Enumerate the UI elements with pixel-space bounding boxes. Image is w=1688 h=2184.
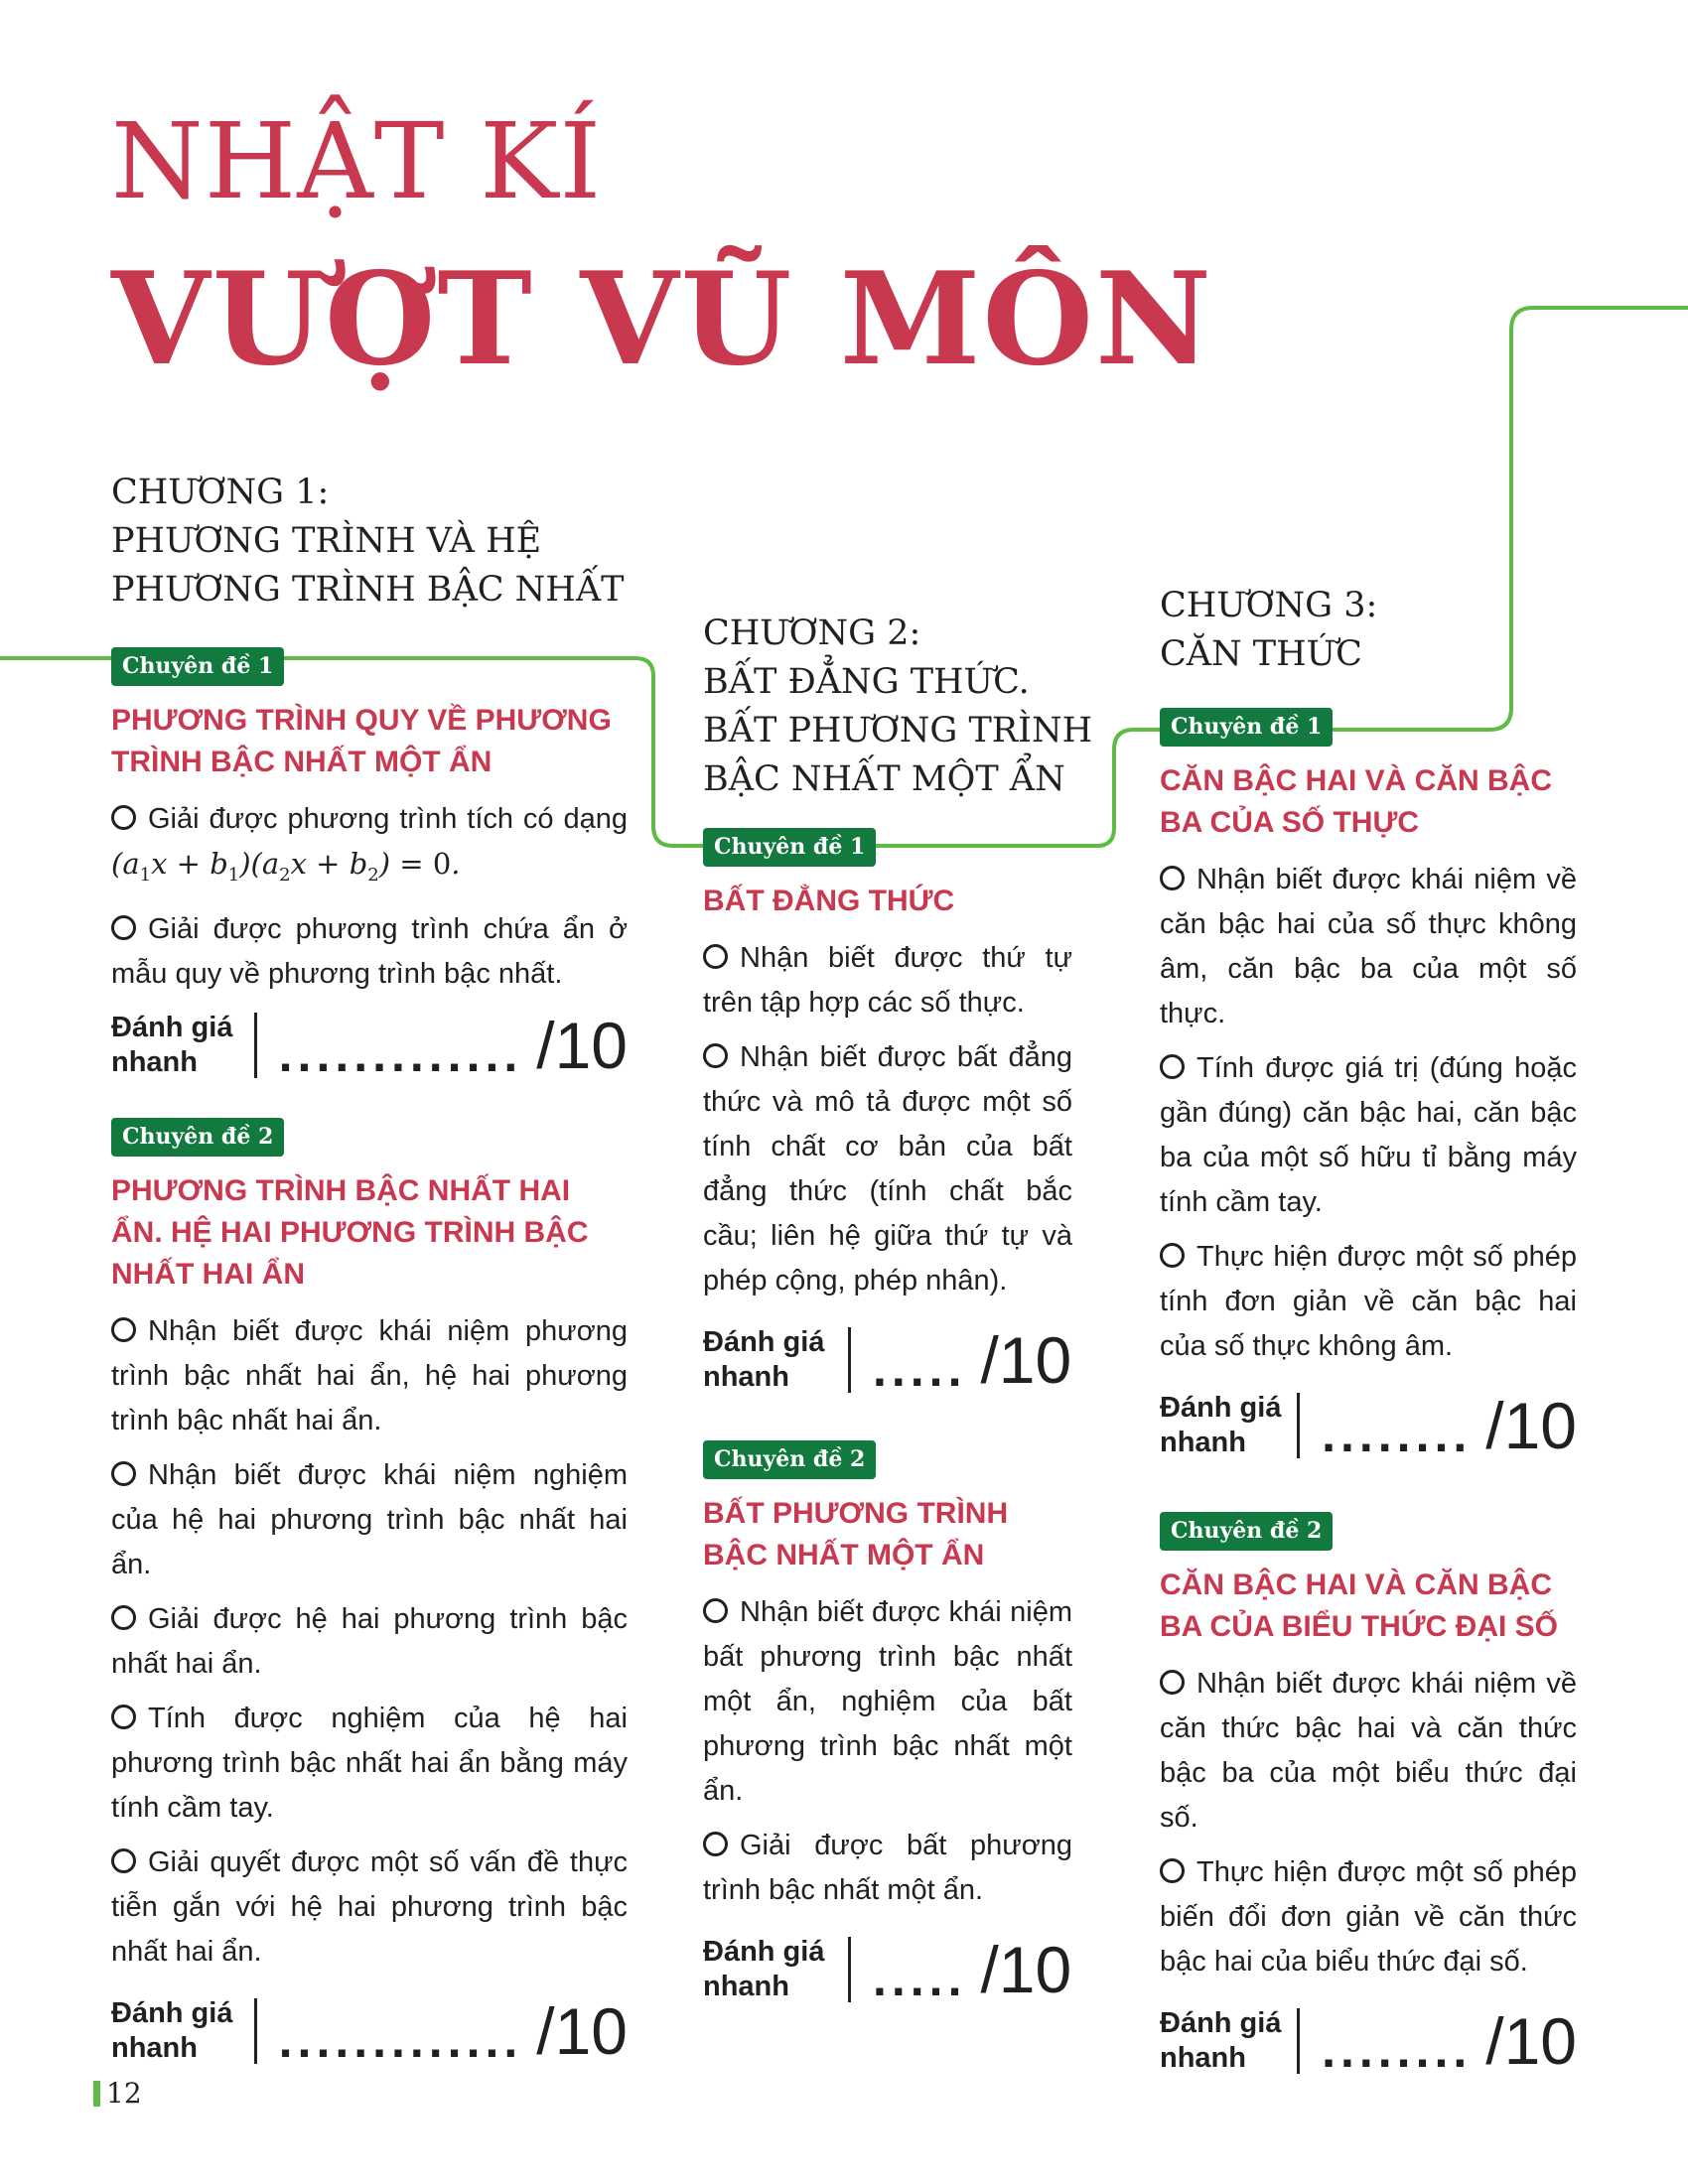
- checkbox-circle-icon[interactable]: [111, 915, 136, 940]
- objective-item: [703, 1035, 1072, 1303]
- checkbox-circle-icon[interactable]: [703, 1043, 728, 1068]
- objective-item: [703, 1824, 1072, 1913]
- rating-label: Đánh giá nhanh: [111, 1011, 233, 1078]
- objective-item: [111, 907, 628, 997]
- rating-divider: [254, 1998, 257, 2064]
- title-line-2: VƯỢT VŨ MÔN: [111, 245, 1213, 394]
- rating-label: Đánh giá nhanh: [703, 1326, 825, 1393]
- rating-blank[interactable]: .....: [873, 1951, 967, 2006]
- checkbox-circle-icon[interactable]: [1160, 866, 1185, 890]
- objective-item: [111, 797, 628, 897]
- quick-rating: [703, 1931, 1072, 2008]
- rating-score: /10: [536, 1008, 628, 1082]
- rating-label: Đánh giá nhanh: [111, 1996, 233, 2064]
- objective-item: [703, 936, 1072, 1025]
- rating-score: /10: [1485, 2004, 1577, 2078]
- rating-divider: [848, 1937, 851, 2002]
- objective-text: Giải được hệ hai phương trình bậc nhất hai ẩn.: [111, 1602, 628, 1680]
- rating-blank[interactable]: .....: [873, 1341, 967, 1397]
- rating-score: /10: [980, 1323, 1072, 1397]
- checkbox-circle-icon[interactable]: [111, 1848, 136, 1873]
- checkbox-circle-icon[interactable]: [703, 944, 728, 969]
- objective-item: [111, 1309, 628, 1443]
- rating-blank[interactable]: ........: [1322, 1407, 1473, 1462]
- chapter-2-title: [703, 610, 1093, 804]
- quick-rating: [111, 1992, 628, 2070]
- rating-score: /10: [536, 1993, 628, 2068]
- chapter-1-title-line: PHƯƠNG TRÌNH VÀ HỆ: [111, 521, 542, 561]
- objective-text: Nhận biết được khái niệm bất phương trình bậc nhất một ẩn, nghiệm của bất phương trình bậc nhất một ẩn.: [703, 1596, 1072, 1807]
- rating-blank[interactable]: ........: [1322, 2022, 1473, 2078]
- objective-text: Tính được nghiệm của hệ hai phương trình bậc nhất hai ẩn bằng máy tính cầm tay.: [111, 1702, 628, 1824]
- checkbox-circle-icon[interactable]: [1160, 1858, 1185, 1883]
- checkbox-circle-icon[interactable]: [111, 1705, 136, 1729]
- checkbox-circle-icon[interactable]: [703, 1832, 728, 1856]
- checkbox-circle-icon[interactable]: [111, 1461, 136, 1486]
- checkbox-circle-icon[interactable]: [703, 1598, 728, 1623]
- rating-label: Đánh giá nhanh: [1160, 1392, 1282, 1458]
- checkbox-circle-icon[interactable]: [1160, 1054, 1185, 1079]
- objective-text: Thực hiện được một số phép tính đơn giản về căn bậc hai của số thực không âm.: [1160, 1241, 1577, 1362]
- objective-item: [1160, 1235, 1577, 1369]
- page-number: [93, 2077, 142, 2110]
- rating-blank[interactable]: .............: [278, 1025, 523, 1082]
- rating-divider: [1297, 2008, 1300, 2074]
- objective-text: Nhận biết được khái niệm về căn thức bậc hai và căn thức bậc ba của một biểu thức đại số.: [1160, 1668, 1577, 1834]
- objective-item: [111, 1597, 628, 1687]
- chapter-1-title-line: PHƯƠNG TRÌNH BẬC NHẤT: [111, 570, 625, 610]
- rating-divider: [1297, 1393, 1300, 1458]
- formula: $(a_1x + b_1)(a_2x + b_2) = 0$.: [111, 847, 461, 886]
- chapter-1-column: [111, 469, 628, 2070]
- objective-text: Thực hiện được một số phép biến đổi đơn giản về căn thức bậc hai của biểu thức đại số.: [1160, 1856, 1577, 1978]
- quick-rating: [703, 1321, 1072, 1399]
- chapter-2-title-line: CHƯƠNG 2:: [703, 614, 921, 653]
- objective-text: Nhận biết được khái niệm phương trình bậc nhất hai ẩn, hệ hai phương trình bậc nhất hai ẩn.: [111, 1314, 628, 1436]
- objective-text: Tính được giá trị (đúng hoặc gần đúng) căn bậc hai, căn bậc ba của một số hữu tỉ bằng máy tính cầm tay.: [1160, 1052, 1577, 1218]
- rating-score: /10: [1485, 1389, 1577, 1462]
- rating-label: Đánh giá nhanh: [1160, 2007, 1282, 2074]
- topic-tag: Chuyên đề 2: [1160, 1512, 1333, 1551]
- topic-tag: Chuyên đề 2: [703, 1440, 876, 1479]
- topic-title: BẤT PHƯƠNG TRÌNH BẬC NHẤT MỘT ẨN: [703, 1497, 1009, 1571]
- objective-item: [1160, 1662, 1577, 1841]
- objective-text: Nhận biết được thứ tự trên tập hợp các số thực.: [703, 942, 1072, 1019]
- chapter-2-title-line: BẤT ĐẲNG THỨC.: [703, 662, 1030, 702]
- topic-title: CĂN BẬC HAI VÀ CĂN BẬC BA CỦA BIỂU THỨC ĐẠI SỐ: [1160, 1569, 1559, 1643]
- chapter-1-title-line: CHƯƠNG 1:: [111, 473, 330, 512]
- rating-label: Đánh giá nhanh: [703, 1936, 825, 2002]
- rating-divider: [254, 1013, 257, 1078]
- page-marker: [93, 2081, 100, 2107]
- chapter-3-title-line: CĂN THỨC: [1160, 634, 1362, 674]
- chapter-2-title-line: BẤT PHƯƠNG TRÌNH: [703, 711, 1093, 751]
- topic-tag: Chuyên đề 1: [1160, 708, 1333, 747]
- objective-text: Nhận biết được khái niệm về căn bậc hai của số thực không âm, căn bậc ba của một số thực.: [1160, 864, 1577, 1029]
- page-number-text: 12: [106, 2077, 142, 2110]
- objective-text: Nhận biết được khái niệm nghiệm của hệ hai phương trình bậc nhất hai ẩn.: [111, 1458, 628, 1580]
- topic-title: CĂN BẬC HAI VÀ CĂN BẬC BA CỦA SỐ THỰC: [1160, 764, 1552, 839]
- topic-tag: Chuyên đề 1: [111, 647, 284, 686]
- topic-tag: Chuyên đề 2: [111, 1118, 284, 1157]
- chapter-3-title-line: CHƯƠNG 3:: [1160, 586, 1378, 625]
- objective-text: Giải được phương trình tích có dạng: [148, 803, 628, 835]
- checkbox-circle-icon[interactable]: [1160, 1243, 1185, 1268]
- quick-rating: [111, 1007, 628, 1084]
- objective-text: Giải được phương trình chứa ẩn ở mẫu quy về phương trình bậc nhất.: [111, 912, 628, 990]
- chapter-3-column: [1160, 582, 1577, 2080]
- topic-tag: Chuyên đề 1: [703, 828, 876, 867]
- objective-item: [1160, 1850, 1577, 1984]
- checkbox-circle-icon[interactable]: [111, 1605, 136, 1630]
- objective-item: [111, 1841, 628, 1975]
- objective-text: Nhận biết được bất đẳng thức và mô tả được một số tính chất cơ bản của bất đẳng thức (tính chất bắc cầu; liên hệ giữa thứ tự và phép cộng, phép nhân).: [703, 1041, 1072, 1297]
- objective-item: [1160, 1046, 1577, 1225]
- rating-divider: [848, 1327, 851, 1393]
- objective-text: Giải quyết được một số vấn đề thực tiễn gắn với hệ hai phương trình bậc nhất hai ẩn.: [111, 1845, 628, 1968]
- topic-title: PHƯƠNG TRÌNH QUY VỀ PHƯƠNG TRÌNH BẬC NHẤT MỘT ẨN: [111, 704, 612, 778]
- checkbox-circle-icon[interactable]: [111, 1317, 136, 1342]
- objective-item: [703, 1590, 1072, 1814]
- title-line-1: NHẬT KÍ: [111, 100, 603, 222]
- objective-item: [111, 1453, 628, 1587]
- chapter-2-column: [703, 610, 1093, 2008]
- rating-score: /10: [980, 1933, 1072, 2006]
- topic-title: BẤT ĐẲNG THỨC: [703, 885, 955, 917]
- objective-item: [1160, 858, 1577, 1036]
- chapter-3-title: [1160, 582, 1577, 679]
- topic-title: PHƯƠNG TRÌNH BẬC NHẤT HAI ẨN. HỆ HAI PHƯƠNG TRÌNH BẬC NHẤT HAI ẨN: [111, 1173, 589, 1291]
- chapter-2-title-line: BẬC NHẤT MỘT ẨN: [703, 759, 1065, 799]
- rating-blank[interactable]: .............: [278, 2011, 523, 2068]
- checkbox-circle-icon[interactable]: [111, 805, 136, 830]
- chapter-1-title: [111, 469, 628, 614]
- quick-rating: [1160, 1387, 1577, 1464]
- checkbox-circle-icon[interactable]: [1160, 1670, 1185, 1695]
- objective-text: Giải được bất phương trình bậc nhất một ẩn.: [703, 1830, 1072, 1906]
- quick-rating: [1160, 2002, 1577, 2080]
- objective-item: [111, 1697, 628, 1831]
